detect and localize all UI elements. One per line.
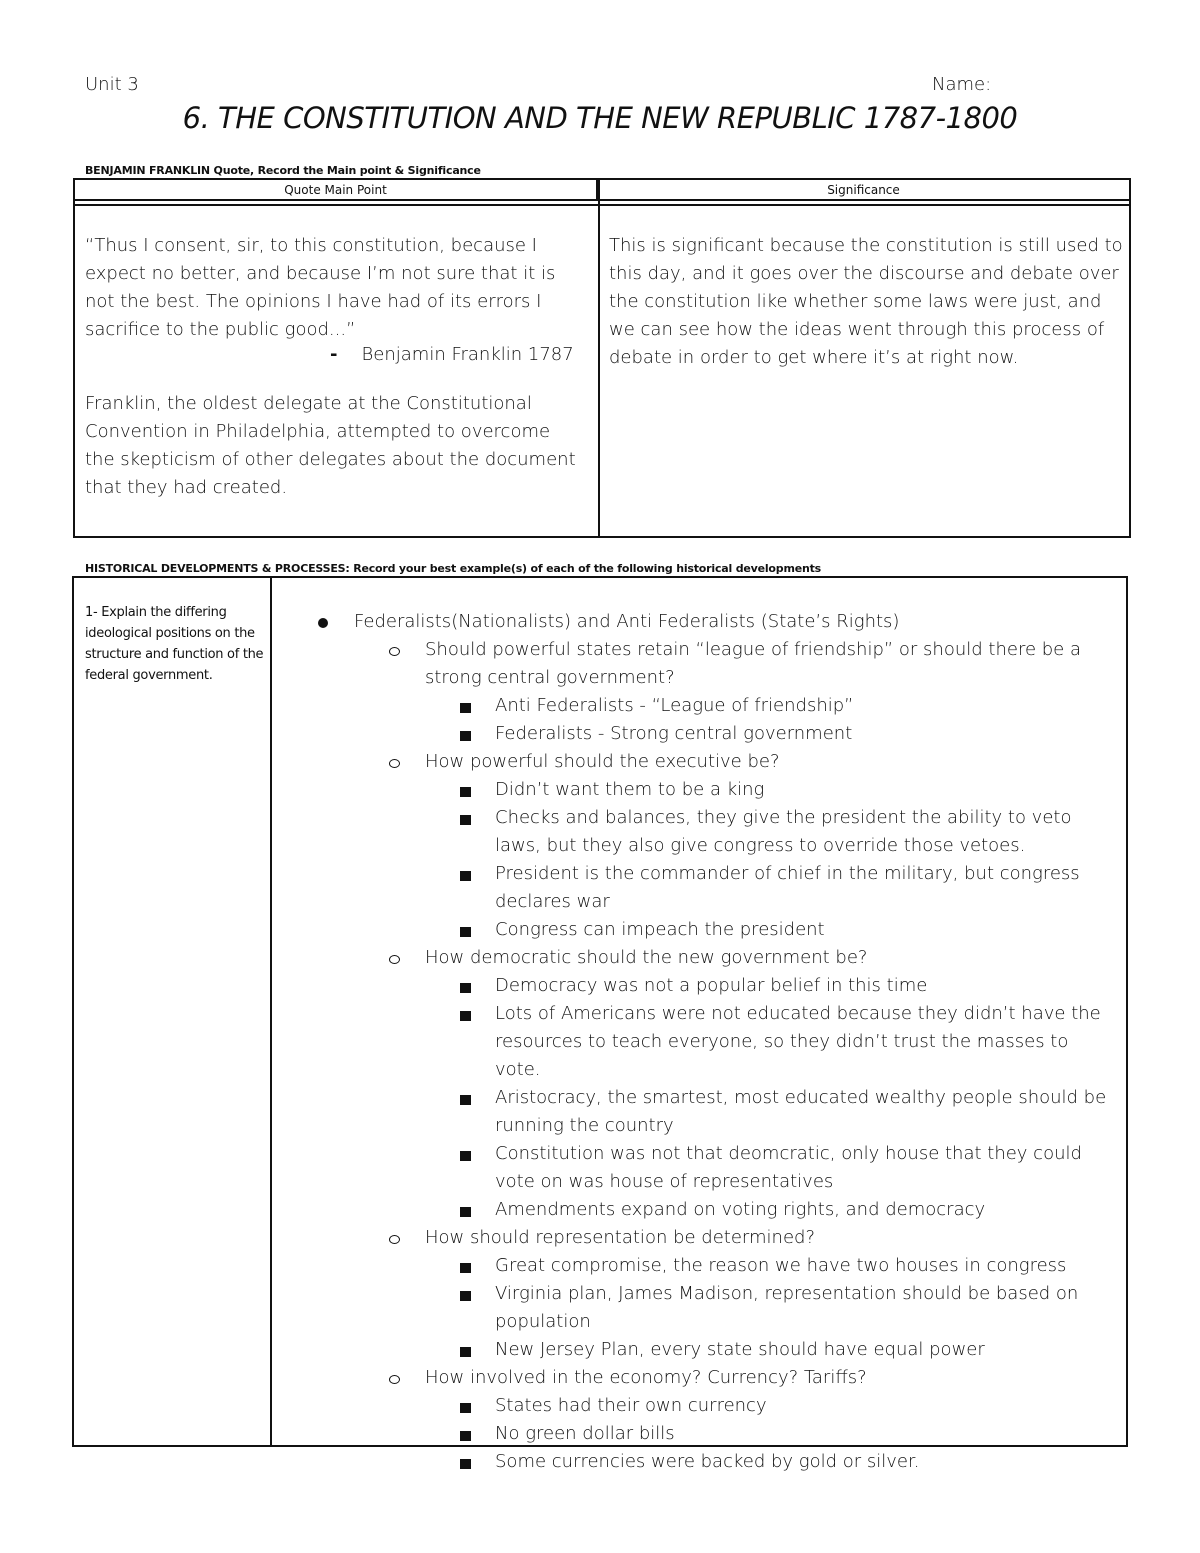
attribution-dash: - <box>330 344 338 365</box>
outline-text: Great compromise, the reason we have two houses in congress <box>495 1255 1067 1276</box>
square-bullet-icon <box>460 1336 471 1366</box>
outline-question <box>314 636 1114 692</box>
square-bullet-icon <box>460 804 471 834</box>
outline-text: Should powerful states retain “league of friendship” or should there be a strong central government? <box>425 639 1081 688</box>
square-bullet-icon <box>460 1280 471 1310</box>
outline-topic <box>314 608 1114 636</box>
outline-point <box>314 1084 1114 1140</box>
outline-text: Constitution was not that deomcratic, only house that they could vote on was house of representatives <box>495 1143 1082 1192</box>
franklin-section-label: BENJAMIN FRANKLIN Quote, Record the Main point & Significance <box>85 164 481 177</box>
square-bullet-icon <box>460 1420 471 1450</box>
outline-text: Virginia plan, James Madison, representation should be based on population <box>495 1283 1079 1332</box>
column-divider <box>270 578 272 1445</box>
square-bullet-icon <box>460 692 471 722</box>
outline-question <box>314 944 1114 972</box>
developments-table <box>72 576 1128 1472</box>
name-label: Name: <box>932 74 992 95</box>
outline-point <box>314 860 1114 916</box>
square-bullet-icon <box>460 1392 471 1422</box>
hollow-circle-bullet-icon <box>389 636 400 665</box>
filled-circle-bullet-icon <box>318 608 328 637</box>
outline-question <box>314 1364 1114 1392</box>
square-bullet-icon <box>460 1448 471 1478</box>
outline-point <box>314 916 1114 944</box>
hollow-circle-bullet-icon <box>389 1364 400 1393</box>
outline-point <box>314 692 1114 720</box>
outline-text: States had their own currency <box>495 1395 767 1416</box>
outline-point <box>314 1420 1114 1448</box>
outline-text: Anti Federalists - “League of friendship” <box>495 695 854 716</box>
column-divider <box>598 180 600 536</box>
outline-point <box>314 1252 1114 1280</box>
hollow-circle-bullet-icon <box>389 748 400 777</box>
square-bullet-icon <box>460 1140 471 1170</box>
outline-question <box>314 1224 1114 1252</box>
outline-point <box>314 1448 1114 1476</box>
outline-text: Aristocracy, the smartest, most educated wealthy people should be running the country <box>495 1087 1107 1136</box>
developments-section-label: HISTORICAL DEVELOPMENTS & PROCESSES: Record your best example(s) of each of the following historical developments <box>85 562 822 575</box>
outline-point <box>314 1280 1114 1336</box>
square-bullet-icon <box>460 776 471 806</box>
square-bullet-icon <box>460 1196 471 1226</box>
quote-attribution <box>330 344 574 365</box>
franklin-context: Franklin, the oldest delegate at the Constitutional Convention in Philadelphia, attempted to overcome the skepticism of other delegates about the document that they had created. <box>85 393 576 498</box>
outline-point <box>314 1336 1114 1364</box>
outline-text: Some currencies were backed by gold or silver. <box>495 1451 920 1472</box>
hollow-circle-bullet-icon <box>389 944 400 973</box>
square-bullet-icon <box>460 916 471 946</box>
outline-point <box>314 720 1114 748</box>
outline-text: Didn’t want them to be a king <box>495 779 765 800</box>
franklin-quote: “Thus I consent, sir, to this constitution, because I expect no better, and because I’m not sure that it is not the best. The opinions I have had of its errors I sacrifice to the public good...” <box>85 235 556 340</box>
outline-text: How powerful should the executive be? <box>425 751 780 772</box>
outline-text: Congress can impeach the president <box>495 919 825 940</box>
square-bullet-icon <box>460 1252 471 1282</box>
square-bullet-icon <box>460 1000 471 1030</box>
outline-text: Amendments expand on voting rights, and democracy <box>495 1199 986 1220</box>
outline-point <box>314 1196 1114 1224</box>
outline-text: New Jersey Plan, every state should have equal power <box>495 1339 985 1360</box>
prompt-text: 1- Explain the differing ideological positions on the structure and function of the federal government. <box>85 605 264 683</box>
significance-column-header: Significance <box>598 180 1129 201</box>
header-divider <box>75 201 1129 206</box>
page-title: 6. THE CONSTITUTION AND THE NEW REPUBLIC 1787-1800 <box>182 101 1018 135</box>
outline-question <box>314 748 1114 776</box>
outline-point <box>314 1392 1114 1420</box>
outline-text: No green dollar bills <box>495 1423 675 1444</box>
outline-text: How democratic should the new government be? <box>425 947 868 968</box>
significance-text: This is significant because the constitution is still used to this day, and it goes over the discourse and debate over the constitution like whether some laws were just, and we can see how the ideas went through this process of debate in order to get where it’s at right now. <box>609 235 1123 368</box>
outline-point <box>314 776 1114 804</box>
outline-point <box>314 804 1114 860</box>
square-bullet-icon <box>460 860 471 890</box>
unit-label: Unit 3 <box>85 74 139 95</box>
outline-text: Federalists - Strong central government <box>495 723 853 744</box>
outline-text: Checks and balances, they give the president the ability to veto laws, but they also give congress to override those vetoes. <box>495 807 1072 856</box>
outline-text: President is the commander of chief in the military, but congress declares war <box>495 863 1080 912</box>
hollow-circle-bullet-icon <box>389 1224 400 1253</box>
quote-column-header: Quote Main Point <box>75 180 598 201</box>
outline-point <box>314 1140 1114 1196</box>
square-bullet-icon <box>460 720 471 750</box>
outline-text: Democracy was not a popular belief in this time <box>495 975 928 996</box>
outline-text: How involved in the economy? Currency? Tariffs? <box>425 1367 867 1388</box>
square-bullet-icon <box>460 1084 471 1114</box>
outline-point <box>314 1000 1114 1084</box>
attribution-text: Benjamin Franklin 1787 <box>361 344 574 365</box>
square-bullet-icon <box>460 972 471 1002</box>
outline-point <box>314 972 1114 1000</box>
outline-text: Federalists(Nationalists) and Anti Federalists (State’s Rights) <box>354 611 900 632</box>
outline-text: How should representation be determined? <box>425 1227 816 1248</box>
outline-list <box>314 608 1114 1476</box>
outline-text: Lots of Americans were not educated because they didn’t have the resources to teach everyone, so they didn’t trust the masses to vote. <box>495 1003 1101 1080</box>
franklin-table <box>73 178 1131 538</box>
